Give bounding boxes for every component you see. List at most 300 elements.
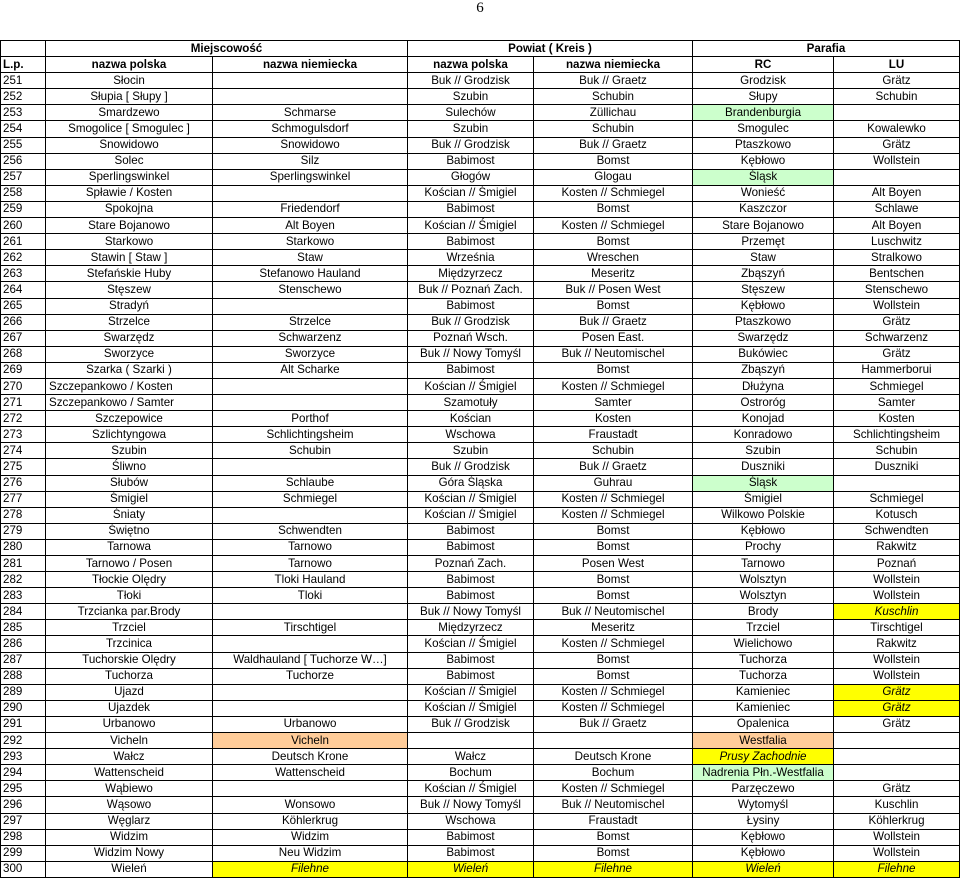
cell-nazwa-polska: Świętno xyxy=(46,523,213,539)
cell-powiat-niemiecka: Schubin xyxy=(534,443,693,459)
cell-parafia-rc: Śląsk xyxy=(693,475,834,491)
cell-parafia-lu: Bentschen xyxy=(834,266,960,282)
cell-parafia-lu: Wollstein xyxy=(834,668,960,684)
cell-powiat-niemiecka: Kosten xyxy=(534,411,693,427)
cell-powiat-niemiecka: Kosten // Schmiegel xyxy=(534,781,693,797)
cell-nazwa-niemiecka: Schmiegel xyxy=(213,491,408,507)
header-col-nazwa-polska: nazwa polska xyxy=(46,57,213,73)
cell-nazwa-polska: Śniaty xyxy=(46,507,213,523)
cell-nazwa-polska: Ujazdek xyxy=(46,700,213,716)
table-row xyxy=(1,620,960,636)
cell-parafia-lu xyxy=(834,169,960,185)
cell-powiat-polska: Babimost xyxy=(408,652,534,668)
cell-nazwa-polska: Starkowo xyxy=(46,234,213,250)
cell-lp: 259 xyxy=(1,201,46,217)
cell-nazwa-niemiecka xyxy=(213,507,408,523)
header-group-powiat: Powiat ( Kreis ) xyxy=(408,41,693,57)
cell-lp: 270 xyxy=(1,378,46,394)
cell-lp: 280 xyxy=(1,539,46,555)
cell-parafia-lu: Alt Boyen xyxy=(834,218,960,234)
cell-parafia-rc: Ostroróg xyxy=(693,395,834,411)
cell-powiat-polska: Babimost xyxy=(408,668,534,684)
cell-nazwa-niemiecka: Deutsch Krone xyxy=(213,749,408,765)
cell-lp: 273 xyxy=(1,427,46,443)
cell-parafia-rc: Smogulec xyxy=(693,121,834,137)
cell-nazwa-polska: Stawin [ Staw ] xyxy=(46,250,213,266)
cell-parafia-rc: Kamieniec xyxy=(693,684,834,700)
cell-powiat-polska: Kościan // Śmigiel xyxy=(408,700,534,716)
cell-powiat-polska: Wałcz xyxy=(408,749,534,765)
cell-nazwa-polska: Stare Bojanowo xyxy=(46,218,213,234)
table-row xyxy=(1,636,960,652)
cell-nazwa-polska: Snowidowo xyxy=(46,137,213,153)
cell-parafia-rc: Wieleń xyxy=(693,861,834,877)
cell-powiat-niemiecka: Bomst xyxy=(534,652,693,668)
cell-parafia-rc: Tuchorza xyxy=(693,668,834,684)
page-number: 6 xyxy=(476,0,484,16)
table-row xyxy=(1,668,960,684)
cell-powiat-polska: Babimost xyxy=(408,201,534,217)
cell-powiat-niemiecka: Buk // Graetz xyxy=(534,314,693,330)
cell-nazwa-niemiecka xyxy=(213,73,408,89)
cell-nazwa-niemiecka xyxy=(213,89,408,105)
cell-nazwa-polska: Trzcianka par.Brody xyxy=(46,604,213,620)
cell-powiat-polska: Buk // Poznań Zach. xyxy=(408,282,534,298)
table-row xyxy=(1,604,960,620)
cell-nazwa-polska: Wattenscheid xyxy=(46,765,213,781)
cell-nazwa-niemiecka: Tirschtigel xyxy=(213,620,408,636)
cell-nazwa-niemiecka: Schwendten xyxy=(213,523,408,539)
cell-parafia-rc: Kaszczor xyxy=(693,201,834,217)
cell-parafia-lu: Kuschlin xyxy=(834,797,960,813)
cell-powiat-polska: Kościan // Śmigiel xyxy=(408,491,534,507)
cell-nazwa-niemiecka: Schlichtingsheim xyxy=(213,427,408,443)
cell-nazwa-niemiecka xyxy=(213,604,408,620)
cell-powiat-niemiecka: Meseritz xyxy=(534,266,693,282)
cell-parafia-rc: Opalenica xyxy=(693,716,834,732)
cell-powiat-niemiecka: Buk // Graetz xyxy=(534,459,693,475)
cell-nazwa-niemiecka: Tloki xyxy=(213,588,408,604)
cell-parafia-lu: Köhlerkrug xyxy=(834,813,960,829)
cell-nazwa-polska: Widzim xyxy=(46,829,213,845)
cell-parafia-rc: Prochy xyxy=(693,539,834,555)
cell-nazwa-polska: Vicheln xyxy=(46,733,213,749)
cell-parafia-rc: Szubin xyxy=(693,443,834,459)
cell-powiat-niemiecka: Bochum xyxy=(534,765,693,781)
cell-parafia-rc: Wytomyśl xyxy=(693,797,834,813)
cell-powiat-niemiecka: Bomst xyxy=(534,153,693,169)
cell-lp: 267 xyxy=(1,330,46,346)
cell-nazwa-niemiecka: Vicheln xyxy=(213,733,408,749)
cell-nazwa-polska: Szubin xyxy=(46,443,213,459)
cell-powiat-niemiecka: Buk // Neutomischel xyxy=(534,346,693,362)
cell-powiat-niemiecka: Bomst xyxy=(534,201,693,217)
cell-powiat-polska: Bochum xyxy=(408,765,534,781)
cell-nazwa-polska: Słocin xyxy=(46,73,213,89)
cell-parafia-lu: Schlawe xyxy=(834,201,960,217)
cell-powiat-polska: Kościan // Śmigiel xyxy=(408,507,534,523)
cell-nazwa-niemiecka: Schlaube xyxy=(213,475,408,491)
cell-nazwa-polska: Spławie / Kosten xyxy=(46,185,213,201)
cell-nazwa-niemiecka xyxy=(213,459,408,475)
cell-nazwa-niemiecka: Wattenscheid xyxy=(213,765,408,781)
cell-lp: 266 xyxy=(1,314,46,330)
cell-powiat-niemiecka: Posen West xyxy=(534,556,693,572)
cell-nazwa-niemiecka: Widzim xyxy=(213,829,408,845)
table-row xyxy=(1,539,960,555)
cell-powiat-niemiecka: Posen East. xyxy=(534,330,693,346)
header-col-lp: L.p. xyxy=(1,57,46,73)
cell-parafia-rc: Swarzędz xyxy=(693,330,834,346)
cell-powiat-niemiecka: Bomst xyxy=(534,362,693,378)
table-row xyxy=(1,749,960,765)
cell-powiat-niemiecka: Kosten // Schmiegel xyxy=(534,684,693,700)
cell-nazwa-polska: Ujazd xyxy=(46,684,213,700)
cell-lp: 284 xyxy=(1,604,46,620)
cell-nazwa-niemiecka: Schwarzenz xyxy=(213,330,408,346)
cell-powiat-niemiecka: Filehne xyxy=(534,861,693,877)
table-row xyxy=(1,861,960,877)
cell-powiat-niemiecka: Bomst xyxy=(534,572,693,588)
cell-nazwa-niemiecka: Köhlerkrug xyxy=(213,813,408,829)
cell-nazwa-polska: Stefańskie Huby xyxy=(46,266,213,282)
cell-powiat-polska: Góra Śląska xyxy=(408,475,534,491)
cell-nazwa-niemiecka: Tuchorze xyxy=(213,668,408,684)
cell-parafia-lu: Luschwitz xyxy=(834,234,960,250)
cell-powiat-niemiecka: Kosten // Schmiegel xyxy=(534,491,693,507)
table-row xyxy=(1,185,960,201)
cell-nazwa-niemiecka: Tarnowo xyxy=(213,539,408,555)
cell-lp: 298 xyxy=(1,829,46,845)
cell-nazwa-niemiecka xyxy=(213,378,408,394)
cell-powiat-niemiecka: Kosten // Schmiegel xyxy=(534,218,693,234)
cell-nazwa-polska: Sworzyce xyxy=(46,346,213,362)
table-row xyxy=(1,153,960,169)
cell-lp: 290 xyxy=(1,700,46,716)
table-row xyxy=(1,523,960,539)
header-col-rc: RC xyxy=(693,57,834,73)
cell-lp: 276 xyxy=(1,475,46,491)
cell-powiat-polska: Buk // Grodzisk xyxy=(408,314,534,330)
cell-powiat-niemiecka: Fraustadt xyxy=(534,427,693,443)
cell-powiat-polska: Międzyrzecz xyxy=(408,266,534,282)
cell-parafia-lu: Grätz xyxy=(834,716,960,732)
cell-parafia-lu: Grätz xyxy=(834,700,960,716)
table-header xyxy=(1,41,960,73)
cell-powiat-niemiecka: Züllichau xyxy=(534,105,693,121)
cell-parafia-lu: Grätz xyxy=(834,346,960,362)
cell-powiat-polska: Babimost xyxy=(408,845,534,861)
cell-lp: 263 xyxy=(1,266,46,282)
cell-parafia-rc: Parzęczewo xyxy=(693,781,834,797)
table-row xyxy=(1,765,960,781)
table-row xyxy=(1,507,960,523)
cell-nazwa-polska: Tuchorza xyxy=(46,668,213,684)
cell-nazwa-niemiecka: Filehne xyxy=(213,861,408,877)
table-row xyxy=(1,234,960,250)
cell-lp: 275 xyxy=(1,459,46,475)
cell-parafia-rc: Śląsk xyxy=(693,169,834,185)
cell-nazwa-niemiecka: Staw xyxy=(213,250,408,266)
cell-powiat-polska: Kościan // Śmigiel xyxy=(408,684,534,700)
cell-nazwa-polska: Smogolice [ Smogulec ] xyxy=(46,121,213,137)
cell-parafia-lu: Schwendten xyxy=(834,523,960,539)
cell-nazwa-polska: Sperlingswinkel xyxy=(46,169,213,185)
cell-lp: 260 xyxy=(1,218,46,234)
cell-parafia-rc: Westfalia xyxy=(693,733,834,749)
cell-parafia-rc: Konojad xyxy=(693,411,834,427)
cell-powiat-niemiecka: Guhrau xyxy=(534,475,693,491)
table-row xyxy=(1,73,960,89)
cell-nazwa-polska: Solec xyxy=(46,153,213,169)
cell-powiat-niemiecka: Bomst xyxy=(534,845,693,861)
table-row xyxy=(1,121,960,137)
cell-powiat-niemiecka: Schubin xyxy=(534,89,693,105)
cell-lp: 296 xyxy=(1,797,46,813)
cell-lp: 264 xyxy=(1,282,46,298)
cell-powiat-niemiecka xyxy=(534,733,693,749)
cell-parafia-lu: Kosten xyxy=(834,411,960,427)
table-row xyxy=(1,201,960,217)
cell-parafia-lu: Schmiegel xyxy=(834,378,960,394)
cell-nazwa-polska: Śliwno xyxy=(46,459,213,475)
cell-lp: 277 xyxy=(1,491,46,507)
cell-parafia-rc: Trzciel xyxy=(693,620,834,636)
cell-powiat-niemiecka: Buk // Posen West xyxy=(534,282,693,298)
cell-nazwa-niemiecka xyxy=(213,185,408,201)
table-row xyxy=(1,362,960,378)
cell-powiat-niemiecka: Buk // Graetz xyxy=(534,137,693,153)
cell-parafia-rc: Kamieniec xyxy=(693,700,834,716)
cell-parafia-lu: Schmiegel xyxy=(834,491,960,507)
cell-powiat-niemiecka: Buk // Graetz xyxy=(534,716,693,732)
cell-parafia-lu: Tirschtigel xyxy=(834,620,960,636)
cell-lp: 261 xyxy=(1,234,46,250)
table-row xyxy=(1,588,960,604)
cell-nazwa-niemiecka: Tarnowo xyxy=(213,556,408,572)
cell-parafia-lu: Wollstein xyxy=(834,652,960,668)
cell-parafia-lu: Wollstein xyxy=(834,572,960,588)
cell-parafia-rc: Prusy Zachodnie xyxy=(693,749,834,765)
cell-powiat-niemiecka: Schubin xyxy=(534,121,693,137)
cell-lp: 286 xyxy=(1,636,46,652)
header-col-powiat-nazwa-niemiecka: nazwa niemiecka xyxy=(534,57,693,73)
cell-lp: 251 xyxy=(1,73,46,89)
cell-powiat-polska: Buk // Grodzisk xyxy=(408,716,534,732)
cell-powiat-polska: Buk // Grodzisk xyxy=(408,137,534,153)
cell-powiat-niemiecka: Buk // Graetz xyxy=(534,73,693,89)
cell-powiat-polska: Sulechów xyxy=(408,105,534,121)
table-row xyxy=(1,813,960,829)
cell-powiat-niemiecka: Bomst xyxy=(534,234,693,250)
cell-powiat-polska: Wschowa xyxy=(408,427,534,443)
cell-parafia-lu: Rakwitz xyxy=(834,636,960,652)
cell-nazwa-niemiecka: Schmarse xyxy=(213,105,408,121)
cell-parafia-lu: Schubin xyxy=(834,89,960,105)
cell-nazwa-niemiecka xyxy=(213,684,408,700)
cell-nazwa-niemiecka: Schmogulsdorf xyxy=(213,121,408,137)
cell-powiat-polska: Babimost xyxy=(408,362,534,378)
cell-parafia-rc: Konradowo xyxy=(693,427,834,443)
cell-powiat-polska: Buk // Grodzisk xyxy=(408,73,534,89)
cell-nazwa-polska: Stradyń xyxy=(46,298,213,314)
cell-nazwa-niemiecka: Urbanowo xyxy=(213,716,408,732)
cell-powiat-polska: Szubin xyxy=(408,443,534,459)
cell-powiat-niemiecka: Samter xyxy=(534,395,693,411)
cell-powiat-polska: Kościan // Śmigiel xyxy=(408,636,534,652)
cell-lp: 269 xyxy=(1,362,46,378)
cell-parafia-rc: Kębłowo xyxy=(693,523,834,539)
cell-lp: 271 xyxy=(1,395,46,411)
cell-parafia-rc: Słupy xyxy=(693,89,834,105)
table-row xyxy=(1,652,960,668)
cell-parafia-lu xyxy=(834,105,960,121)
cell-parafia-rc: Staw xyxy=(693,250,834,266)
cell-parafia-rc: Wielichowo xyxy=(693,636,834,652)
cell-parafia-lu: Wollstein xyxy=(834,829,960,845)
cell-nazwa-niemiecka: Sworzyce xyxy=(213,346,408,362)
cell-parafia-lu: Schwarzenz xyxy=(834,330,960,346)
cell-powiat-polska: Wschowa xyxy=(408,813,534,829)
cell-powiat-polska: Poznań Zach. xyxy=(408,556,534,572)
header-group-lp xyxy=(1,41,46,57)
cell-powiat-niemiecka: Kosten // Schmiegel xyxy=(534,378,693,394)
cell-lp: 256 xyxy=(1,153,46,169)
cell-nazwa-niemiecka: Alt Scharke xyxy=(213,362,408,378)
cell-lp: 291 xyxy=(1,716,46,732)
cell-parafia-lu: Schlichtingsheim xyxy=(834,427,960,443)
table-row xyxy=(1,346,960,362)
header-group-miejscowosc: Miejscowość xyxy=(46,41,408,57)
cell-parafia-lu: Rakwitz xyxy=(834,539,960,555)
cell-powiat-polska: Szubin xyxy=(408,121,534,137)
cell-parafia-rc: Brandenburgia xyxy=(693,105,834,121)
cell-parafia-rc: Duszniki xyxy=(693,459,834,475)
cell-nazwa-niemiecka: Porthof xyxy=(213,411,408,427)
table-row xyxy=(1,443,960,459)
table-row xyxy=(1,475,960,491)
cell-parafia-lu: Kotusch xyxy=(834,507,960,523)
cell-nazwa-polska: Szlichtyngowa xyxy=(46,427,213,443)
cell-nazwa-polska: Tarnowo / Posen xyxy=(46,556,213,572)
cell-powiat-niemiecka: Meseritz xyxy=(534,620,693,636)
cell-nazwa-polska: Tarnowa xyxy=(46,539,213,555)
cell-powiat-polska: Buk // Grodzisk xyxy=(408,459,534,475)
cell-powiat-niemiecka: Fraustadt xyxy=(534,813,693,829)
cell-powiat-niemiecka: Wreschen xyxy=(534,250,693,266)
cell-lp: 292 xyxy=(1,733,46,749)
cell-lp: 257 xyxy=(1,169,46,185)
cell-nazwa-niemiecka: Friedendorf xyxy=(213,201,408,217)
cell-parafia-rc: Wilkowo Polskie xyxy=(693,507,834,523)
cell-powiat-niemiecka: Buk // Neutomischel xyxy=(534,604,693,620)
cell-powiat-polska xyxy=(408,733,534,749)
cell-parafia-lu: Alt Boyen xyxy=(834,185,960,201)
cell-parafia-lu: Poznań xyxy=(834,556,960,572)
cell-lp: 293 xyxy=(1,749,46,765)
cell-parafia-lu: Wollstein xyxy=(834,298,960,314)
cell-nazwa-polska: Wieleń xyxy=(46,861,213,877)
cell-parafia-rc: Zbąszyń xyxy=(693,362,834,378)
cell-lp: 262 xyxy=(1,250,46,266)
cell-nazwa-polska: Wałcz xyxy=(46,749,213,765)
cell-parafia-rc: Wonieść xyxy=(693,185,834,201)
cell-parafia-lu: Wollstein xyxy=(834,588,960,604)
cell-powiat-polska: Buk // Nowy Tomyśl xyxy=(408,604,534,620)
cell-nazwa-niemiecka: Starkowo xyxy=(213,234,408,250)
cell-parafia-lu: Hammerborui xyxy=(834,362,960,378)
cell-powiat-niemiecka: Bomst xyxy=(534,588,693,604)
cell-nazwa-niemiecka: Sperlingswinkel xyxy=(213,169,408,185)
cell-parafia-rc: Zbąszyń xyxy=(693,266,834,282)
cell-nazwa-polska: Trzcinica xyxy=(46,636,213,652)
table-row xyxy=(1,314,960,330)
cell-powiat-niemiecka: Bomst xyxy=(534,668,693,684)
cell-lp: 297 xyxy=(1,813,46,829)
cell-powiat-polska: Babimost xyxy=(408,234,534,250)
cell-parafia-rc: Wolsztyn xyxy=(693,572,834,588)
cell-nazwa-polska: Swarzędz xyxy=(46,330,213,346)
cell-powiat-polska: Babimost xyxy=(408,539,534,555)
table-row xyxy=(1,781,960,797)
table-row xyxy=(1,845,960,861)
cell-lp: 265 xyxy=(1,298,46,314)
cell-powiat-polska: Szubin xyxy=(408,89,534,105)
cell-parafia-lu: Grätz xyxy=(834,137,960,153)
cell-nazwa-niemiecka xyxy=(213,395,408,411)
cell-parafia-lu: Grätz xyxy=(834,314,960,330)
table-row xyxy=(1,282,960,298)
cell-powiat-polska: Wieleń xyxy=(408,861,534,877)
table-row xyxy=(1,218,960,234)
cell-nazwa-polska: Smardzewo xyxy=(46,105,213,121)
cell-nazwa-niemiecka: Alt Boyen xyxy=(213,218,408,234)
cell-lp: 252 xyxy=(1,89,46,105)
cell-powiat-polska: Kościan // Śmigiel xyxy=(408,378,534,394)
cell-lp: 287 xyxy=(1,652,46,668)
cell-parafia-lu xyxy=(834,733,960,749)
cell-lp: 253 xyxy=(1,105,46,121)
table-row xyxy=(1,829,960,845)
cell-parafia-rc: Tuchorza xyxy=(693,652,834,668)
cell-powiat-polska: Babimost xyxy=(408,829,534,845)
table-row xyxy=(1,684,960,700)
cell-nazwa-niemiecka: Snowidowo xyxy=(213,137,408,153)
cell-parafia-lu xyxy=(834,749,960,765)
cell-powiat-niemiecka: Glogau xyxy=(534,169,693,185)
cell-powiat-polska: Kościan // Śmigiel xyxy=(408,218,534,234)
cell-parafia-rc: Kębłowo xyxy=(693,298,834,314)
cell-powiat-polska: Babimost xyxy=(408,523,534,539)
cell-parafia-lu xyxy=(834,765,960,781)
cell-parafia-lu: Stralkowo xyxy=(834,250,960,266)
cell-parafia-rc: Tarnowo xyxy=(693,556,834,572)
cell-parafia-lu: Duszniki xyxy=(834,459,960,475)
cell-parafia-lu: Schubin xyxy=(834,443,960,459)
cell-nazwa-polska: Wąbiewo xyxy=(46,781,213,797)
cell-nazwa-polska: Śmigiel xyxy=(46,491,213,507)
cell-parafia-lu: Grätz xyxy=(834,684,960,700)
cell-nazwa-polska: Trzciel xyxy=(46,620,213,636)
cell-lp: 272 xyxy=(1,411,46,427)
table-row xyxy=(1,250,960,266)
cell-lp: 289 xyxy=(1,684,46,700)
cell-powiat-niemiecka: Kosten // Schmiegel xyxy=(534,185,693,201)
cell-powiat-niemiecka: Bomst xyxy=(534,298,693,314)
cell-lp: 278 xyxy=(1,507,46,523)
cell-nazwa-polska: Tłoki xyxy=(46,588,213,604)
cell-lp: 299 xyxy=(1,845,46,861)
